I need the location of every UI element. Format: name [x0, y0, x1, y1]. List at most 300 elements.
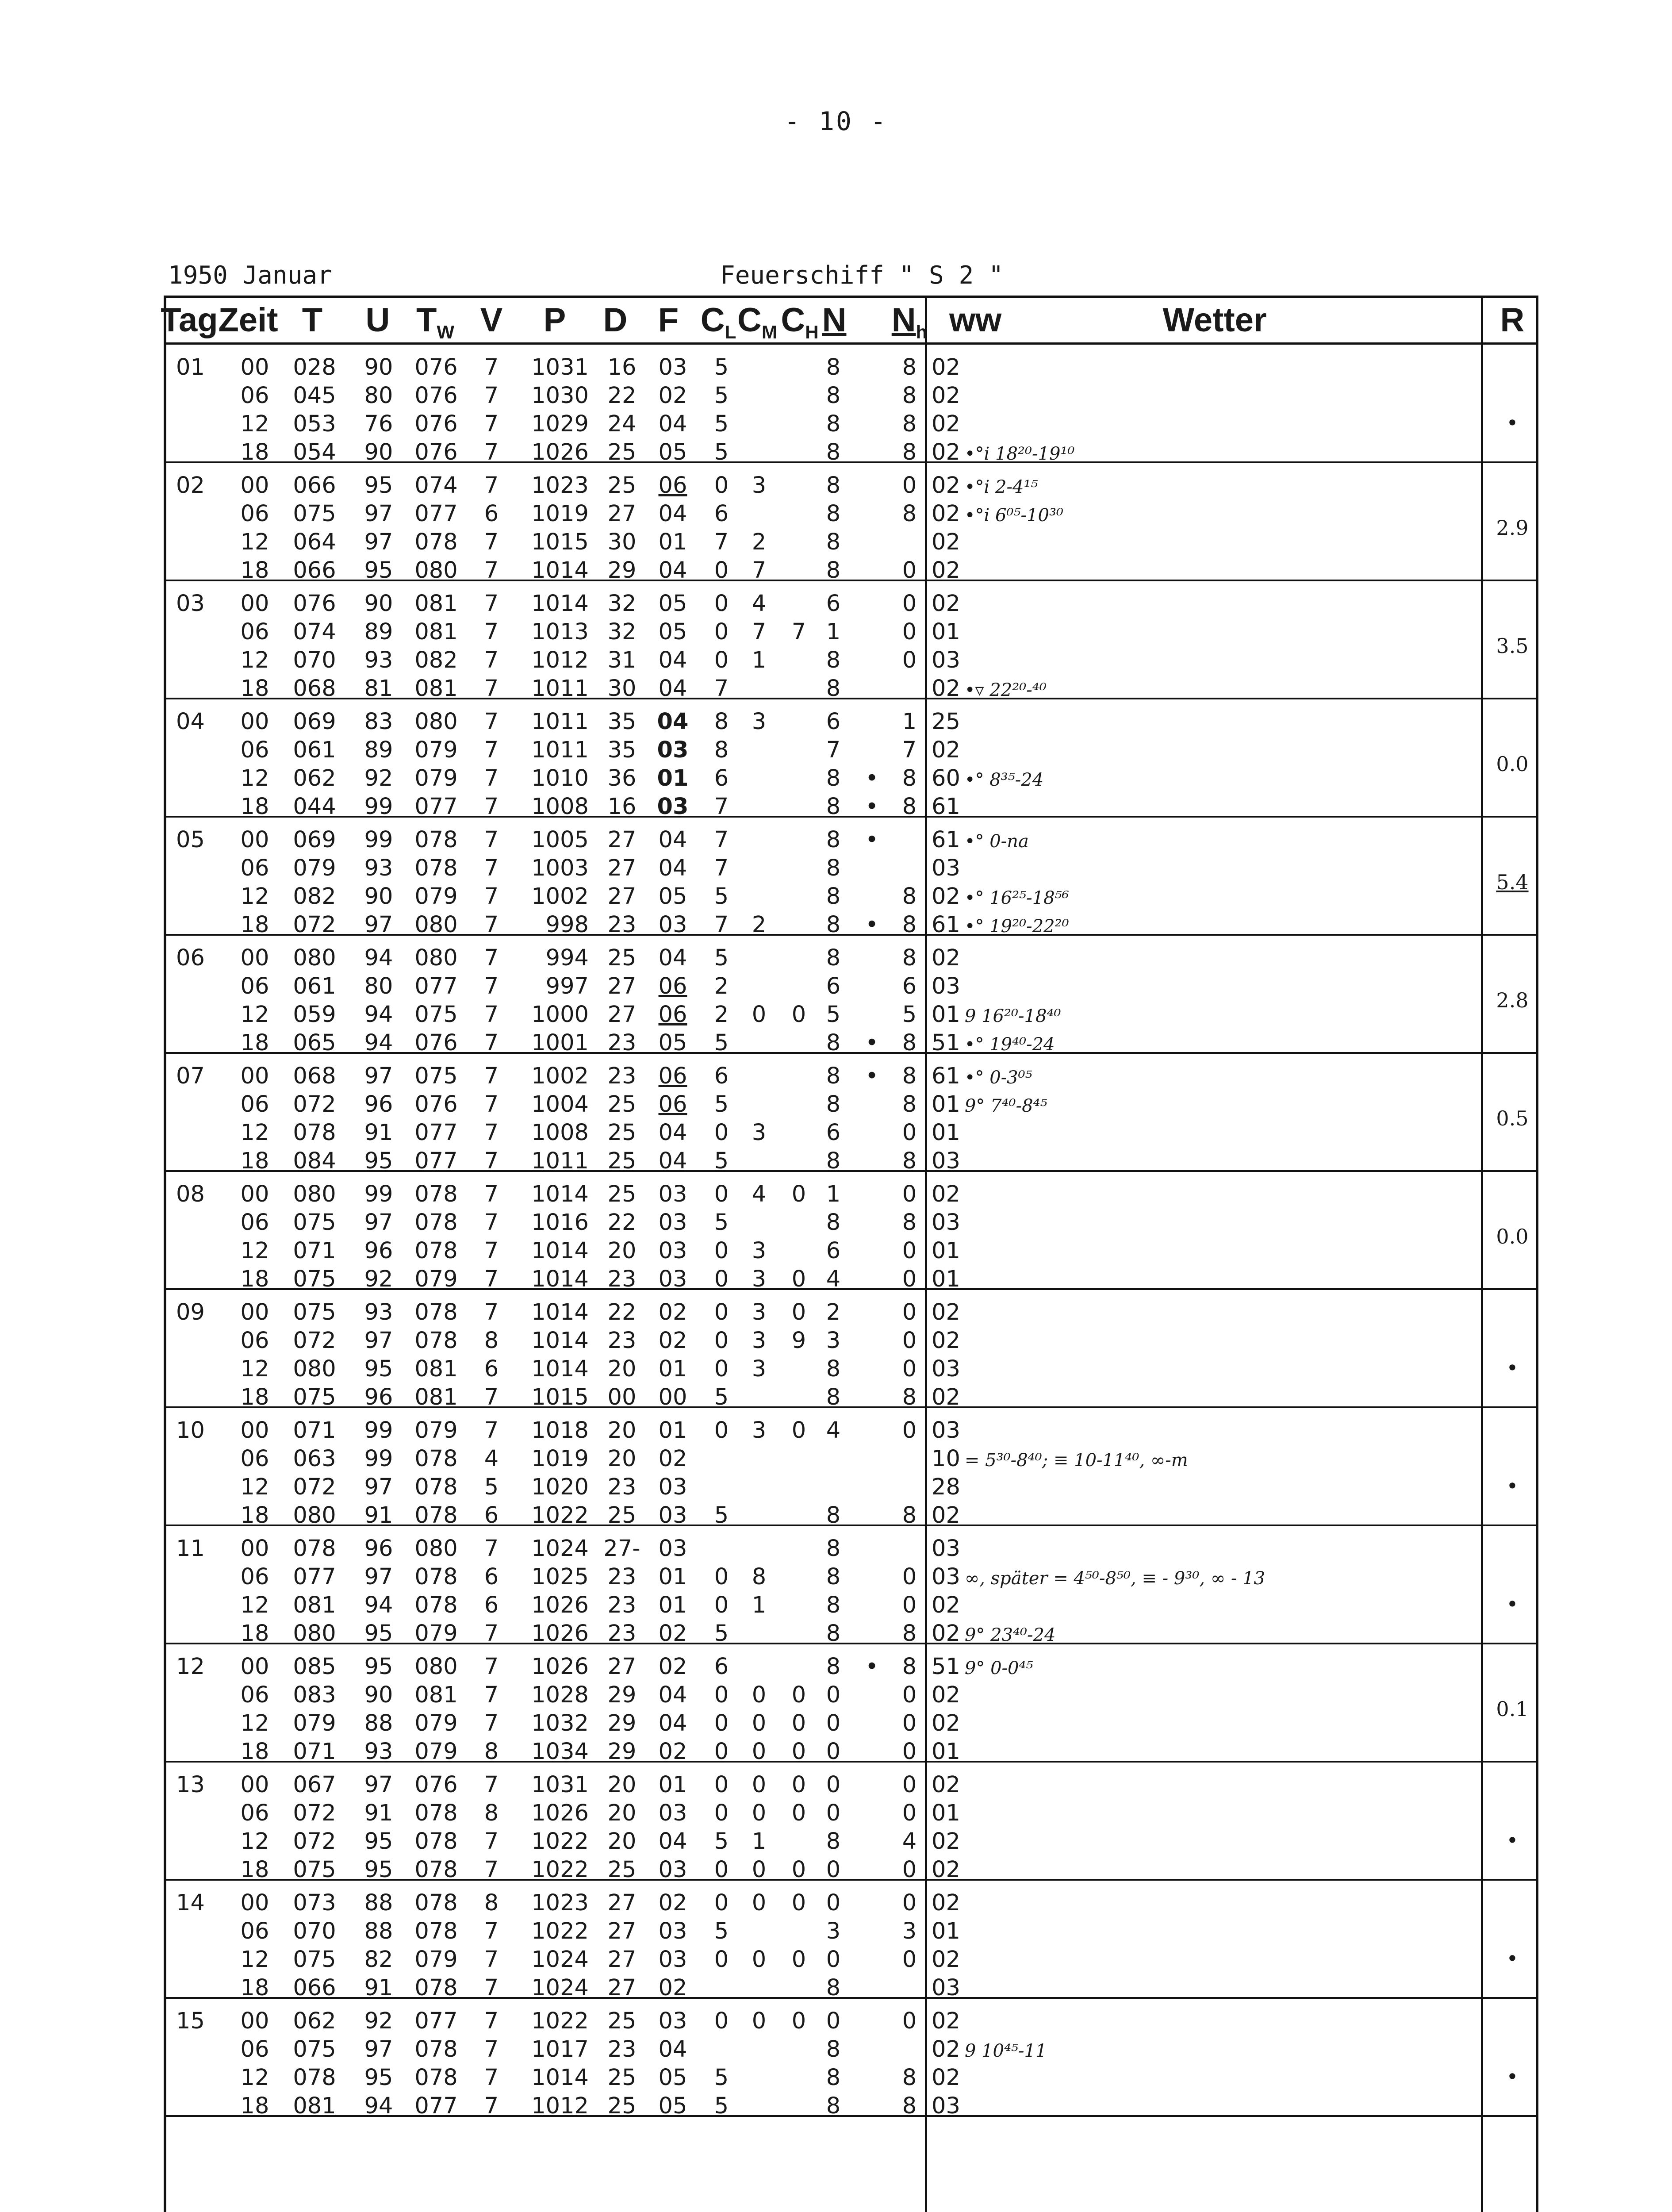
- wind-force: 05: [658, 883, 687, 910]
- air-temp: 078: [293, 1536, 336, 1562]
- humidity: 90: [364, 1682, 393, 1708]
- humidity: 97: [364, 1772, 393, 1798]
- obs-time: 18: [240, 1621, 269, 1647]
- pressure: 1025: [531, 1564, 589, 1590]
- wind-force: 01: [658, 1592, 687, 1618]
- low-cloud-cover: 0: [902, 472, 917, 499]
- air-temp: 083: [293, 1682, 336, 1708]
- rain-marker: •: [865, 794, 879, 820]
- weather-code-cell: [932, 854, 960, 883]
- wind-force: 03: [658, 2008, 687, 2034]
- air-temp: 075: [293, 1299, 336, 1325]
- weather-code: 01: [932, 1091, 960, 1118]
- precipitation-value: •: [1506, 1356, 1519, 1380]
- pressure: 1020: [531, 1474, 589, 1500]
- pressure: 1011: [531, 737, 589, 763]
- cloud-high: 0: [791, 1800, 806, 1826]
- pressure: 1026: [531, 1621, 589, 1647]
- weather-code-cell: [932, 1237, 960, 1265]
- obs-time: 18: [240, 2093, 269, 2119]
- weather-note: •°i 2-4¹⁵: [964, 477, 1038, 497]
- water-temp: 080: [414, 557, 458, 584]
- water-temp: 080: [414, 709, 458, 735]
- water-temp: 076: [414, 383, 458, 409]
- pressure: 1022: [531, 1502, 589, 1528]
- low-cloud-cover: 8: [902, 411, 917, 437]
- weather-code: 03: [932, 1417, 960, 1444]
- pressure: 1022: [531, 1828, 589, 1855]
- cloud-cover: 8: [826, 1654, 841, 1680]
- air-temp: 084: [293, 1148, 336, 1174]
- column-header-label: ww: [949, 301, 1002, 339]
- cloud-cover: 8: [826, 883, 841, 910]
- cloud-low: 5: [714, 2065, 729, 2091]
- weather-code-cell: [932, 1383, 960, 1412]
- weather-code: 02: [932, 383, 960, 409]
- pressure: 998: [545, 912, 589, 938]
- water-temp: 076: [414, 439, 458, 465]
- humidity: 95: [364, 1654, 393, 1680]
- cloud-low: 0: [714, 1947, 729, 1973]
- visibility: 7: [484, 647, 499, 673]
- obs-time: 12: [240, 647, 269, 673]
- pressure: 1012: [531, 647, 589, 673]
- wind-force: 04: [658, 676, 687, 702]
- visibility: 7: [484, 2036, 499, 2062]
- pressure: 1010: [531, 765, 589, 791]
- pressure: 1014: [531, 1181, 589, 1207]
- weather-note: ∞, später = 4⁵⁰-8⁵⁰, ≡ - 9³⁰, ∞ - 13: [964, 1568, 1266, 1589]
- pressure: 1024: [531, 1975, 589, 2001]
- water-temp: 078: [414, 827, 458, 853]
- wind-direction: 35: [607, 709, 637, 735]
- cloud-cover: 8: [826, 945, 841, 971]
- wind-force: 01: [658, 1772, 687, 1798]
- pressure: 1003: [531, 855, 589, 881]
- weather-code: 02: [932, 1621, 960, 1647]
- low-cloud-cover: 0: [902, 557, 917, 584]
- day-label: 05: [176, 827, 205, 853]
- cloud-mid: 7: [752, 557, 767, 584]
- wind-direction: 27: [607, 1890, 637, 1916]
- cloud-low: 2: [714, 1002, 729, 1028]
- cloud-cover: 8: [826, 1621, 841, 1647]
- weather-code: 02: [932, 1181, 960, 1207]
- wind-direction: 16: [607, 794, 637, 820]
- weather-code: 61: [932, 912, 960, 938]
- obs-time: 18: [240, 794, 269, 820]
- visibility: 7: [484, 472, 499, 499]
- pressure: 1024: [531, 1947, 589, 1973]
- visibility: 7: [484, 1148, 499, 1174]
- pressure: 1024: [531, 1536, 589, 1562]
- weather-code-cell: [932, 1771, 960, 1799]
- visibility: 7: [484, 1536, 499, 1562]
- cloud-low: 5: [714, 354, 729, 380]
- visibility: 7: [484, 1266, 499, 1292]
- column-header-label: C: [700, 301, 725, 339]
- weather-code: 03: [932, 1564, 960, 1590]
- wind-force: 04: [658, 1682, 687, 1708]
- cloud-low: 7: [714, 794, 729, 820]
- column-header-label: Tag: [161, 301, 218, 339]
- weather-code-cell: [932, 736, 960, 764]
- cloud-cover: 0: [826, 1739, 841, 1765]
- weather-code: 01: [932, 1120, 960, 1146]
- low-cloud-cover: 0: [902, 1682, 917, 1708]
- weather-code-cell: [932, 1620, 1055, 1648]
- column-header-n: [822, 298, 847, 342]
- weather-note: = 5³⁰-8⁴⁰; ≡ 10-11⁴⁰, ∞-m: [964, 1450, 1188, 1471]
- column-header-ch: [781, 298, 818, 342]
- cloud-mid: 0: [752, 1002, 767, 1028]
- pressure: 1032: [531, 1710, 589, 1736]
- cloud-low: 5: [714, 439, 729, 465]
- wind-force: 02: [658, 1446, 687, 1472]
- pressure: 1023: [531, 1890, 589, 1916]
- weather-note: •° 19⁴⁰-24: [964, 1034, 1055, 1055]
- air-temp: 071: [293, 1739, 336, 1765]
- column-header-label: Wetter: [1162, 301, 1267, 339]
- wind-direction: 27: [607, 1975, 637, 2001]
- visibility: 7: [484, 1417, 499, 1444]
- water-temp: 078: [414, 855, 458, 881]
- weather-code: 01: [932, 1800, 960, 1826]
- wind-direction: 25: [607, 2008, 637, 2034]
- obs-time: 18: [240, 1266, 269, 1292]
- wind-force: 01: [658, 1564, 687, 1590]
- column-header-p: [544, 298, 566, 342]
- cloud-cover: 8: [826, 2093, 841, 2119]
- pressure: 1011: [531, 709, 589, 735]
- cloud-mid: 3: [752, 1299, 767, 1325]
- precipitation-value: •: [1506, 2065, 1519, 2089]
- wind-force: 03: [658, 912, 687, 938]
- precipitation-value: 0.0: [1496, 1225, 1529, 1248]
- obs-time: 00: [240, 591, 269, 617]
- humidity: 93: [364, 647, 393, 673]
- visibility: 7: [484, 1030, 499, 1056]
- water-temp: 076: [414, 1091, 458, 1118]
- precipitation-value: •: [1506, 411, 1519, 435]
- humidity: 97: [364, 2036, 393, 2062]
- air-temp: 069: [293, 827, 336, 853]
- water-temp: 078: [414, 1564, 458, 1590]
- air-temp: 061: [293, 973, 336, 999]
- cloud-mid: 4: [752, 1181, 767, 1207]
- wind-direction: 25: [607, 2093, 637, 2119]
- cloud-high: 7: [791, 619, 806, 645]
- visibility: 7: [484, 1710, 499, 1736]
- cloud-cover: 5: [826, 1002, 841, 1028]
- humidity: 81: [364, 676, 393, 702]
- low-cloud-cover: 3: [902, 1918, 917, 1944]
- column-header-v: [480, 298, 503, 342]
- weather-code-cell: [932, 1738, 960, 1766]
- cloud-mid: 4: [752, 591, 767, 617]
- water-temp: 078: [414, 1592, 458, 1618]
- weather-code-cell: [932, 911, 1069, 939]
- cloud-low: 0: [714, 2008, 729, 2034]
- low-cloud-cover: 0: [902, 1592, 917, 1618]
- weather-code: 28: [932, 1474, 960, 1500]
- weather-code-cell: [932, 826, 1029, 854]
- weather-code-cell: [932, 1062, 1032, 1091]
- obs-time: 12: [240, 1828, 269, 1855]
- weather-code-cell: [932, 1974, 960, 2002]
- humidity: 96: [364, 1238, 393, 1264]
- weather-code: 01: [932, 1238, 960, 1264]
- water-temp: 078: [414, 1857, 458, 1883]
- pressure: 1022: [531, 1857, 589, 1883]
- low-cloud-cover: 0: [902, 1772, 917, 1798]
- visibility: 7: [484, 973, 499, 999]
- cloud-high: 0: [791, 1739, 806, 1765]
- weather-note: •°i 6⁰⁵-10³⁰: [964, 505, 1064, 526]
- low-cloud-cover: 0: [902, 647, 917, 673]
- cloud-cover: 8: [826, 2065, 841, 2091]
- air-temp: 080: [293, 1181, 336, 1207]
- pressure: 1026: [531, 1800, 589, 1826]
- air-temp: 078: [293, 1120, 336, 1146]
- cloud-cover: 0: [826, 1857, 841, 1883]
- water-temp: 081: [414, 1384, 458, 1410]
- weather-note: •▿ 22²⁰-⁴⁰: [964, 680, 1047, 700]
- air-temp: 075: [293, 501, 336, 527]
- day-label: 14: [176, 1890, 205, 1916]
- weather-code-cell: [932, 793, 960, 821]
- day-label: 01: [176, 354, 205, 380]
- cloud-high: 0: [791, 2008, 806, 2034]
- cloud-high: 0: [791, 1890, 806, 1916]
- cloud-high: 0: [791, 1682, 806, 1708]
- column-header-label: N: [891, 301, 916, 339]
- weather-code: 02: [932, 945, 960, 971]
- cloud-mid: 0: [752, 1947, 767, 1973]
- wind-direction: 23: [607, 1564, 637, 1590]
- humidity: 90: [364, 883, 393, 910]
- visibility: 7: [484, 1063, 499, 1089]
- low-cloud-cover: 0: [902, 1710, 917, 1736]
- cloud-high: 0: [791, 1266, 806, 1292]
- column-header-subscript: L: [725, 322, 736, 343]
- obs-time: 06: [240, 501, 269, 527]
- visibility: 7: [484, 1120, 499, 1146]
- weather-code-cell: [932, 1681, 960, 1709]
- cloud-low: 0: [714, 1890, 729, 1916]
- pressure: 1014: [531, 1356, 589, 1382]
- pressure: 1026: [531, 439, 589, 465]
- humidity: 97: [364, 1474, 393, 1500]
- column-header-subscript: W: [437, 322, 455, 343]
- pressure: 1026: [531, 1592, 589, 1618]
- weather-note: •° 0-na: [964, 831, 1029, 852]
- wind-force: 06: [658, 472, 687, 499]
- water-temp: 078: [414, 2036, 458, 2062]
- humidity: 99: [364, 1181, 393, 1207]
- air-temp: 072: [293, 1091, 336, 1118]
- wind-force: 03: [658, 1918, 687, 1944]
- humidity: 95: [364, 1356, 393, 1382]
- weather-code-cell: [932, 1417, 960, 1445]
- low-cloud-cover: 8: [902, 1030, 917, 1056]
- pressure: 1013: [531, 619, 589, 645]
- precipitation-value: •: [1506, 1947, 1519, 1970]
- visibility: 7: [484, 1975, 499, 2001]
- wind-direction: 22: [607, 1299, 637, 1325]
- cloud-cover: 0: [826, 1710, 841, 1736]
- wind-direction: 23: [607, 2036, 637, 2062]
- obs-time: 18: [240, 1975, 269, 2001]
- wind-force: 03: [658, 1238, 687, 1264]
- wind-direction: 25: [607, 1091, 637, 1118]
- rain-marker: •: [865, 1030, 879, 1056]
- weather-code-cell: [932, 675, 1047, 703]
- visibility: 4: [484, 1446, 499, 1472]
- obs-time: 12: [240, 529, 269, 555]
- cloud-high: 0: [791, 1710, 806, 1736]
- rain-marker: •: [865, 827, 879, 853]
- visibility: 6: [484, 1592, 499, 1618]
- air-temp: 072: [293, 1828, 336, 1855]
- cloud-high: 0: [791, 1181, 806, 1207]
- wind-direction: 27: [607, 855, 637, 881]
- cloud-low: 7: [714, 912, 729, 938]
- wind-direction: 23: [607, 1063, 637, 1089]
- wind-force: 04: [657, 709, 689, 735]
- visibility: 7: [484, 709, 499, 735]
- cloud-cover: 1: [826, 619, 841, 645]
- air-temp: 045: [293, 383, 336, 409]
- low-cloud-cover: 8: [902, 1091, 917, 1118]
- precipitation-value: •: [1506, 1592, 1519, 1616]
- humidity: 95: [364, 1621, 393, 1647]
- cloud-mid: 3: [752, 472, 767, 499]
- air-temp: 066: [293, 1975, 336, 2001]
- weather-code: 02: [932, 2008, 960, 2034]
- humidity: 97: [364, 1328, 393, 1354]
- weather-code-cell: [932, 883, 1069, 911]
- column-header-label: N: [822, 301, 847, 339]
- precipitation-value: •: [1506, 1474, 1519, 1498]
- cloud-high: 0: [791, 1772, 806, 1798]
- wind-direction: 27-: [603, 1536, 640, 1562]
- pressure: 1016: [531, 1210, 589, 1236]
- wind-force: 06: [658, 973, 687, 999]
- weather-code: 02: [932, 1828, 960, 1855]
- weather-code-cell: [932, 1502, 960, 1530]
- wind-direction: 30: [607, 676, 637, 702]
- humidity: 97: [364, 1063, 393, 1089]
- cloud-cover: 1: [826, 1181, 841, 1207]
- weather-code: 01: [932, 1739, 960, 1765]
- weather-code: 02: [932, 1299, 960, 1325]
- weather-code: 02: [932, 1682, 960, 1708]
- cloud-high: 0: [791, 1417, 806, 1444]
- low-cloud-cover: 8: [902, 1210, 917, 1236]
- obs-time: 06: [240, 1564, 269, 1590]
- air-temp: 085: [293, 1654, 336, 1680]
- wind-force: 04: [658, 647, 687, 673]
- page-number: - 10 -: [784, 106, 888, 136]
- low-cloud-cover: 6: [902, 973, 917, 999]
- cloud-low: 6: [714, 501, 729, 527]
- column-header-label: T: [416, 301, 437, 339]
- obs-time: 00: [240, 945, 269, 971]
- water-temp: 078: [414, 1800, 458, 1826]
- cloud-low: 6: [714, 1654, 729, 1680]
- cloud-low: 0: [714, 1120, 729, 1146]
- water-temp: 077: [414, 2093, 458, 2119]
- obs-time: 06: [240, 1091, 269, 1118]
- weather-code-cell: [932, 2007, 960, 2035]
- obs-time: 12: [240, 1592, 269, 1618]
- cloud-cover: 2: [826, 1299, 841, 1325]
- wind-direction: 31: [607, 647, 637, 673]
- pressure: 1002: [531, 1063, 589, 1089]
- wind-force: 04: [658, 411, 687, 437]
- visibility: 7: [484, 765, 499, 791]
- cloud-mid: 3: [752, 1238, 767, 1264]
- cloud-cover: 8: [826, 676, 841, 702]
- cloud-cover: 8: [826, 501, 841, 527]
- wind-direction: 00: [607, 1384, 637, 1410]
- cloud-cover: 8: [826, 529, 841, 555]
- wind-direction: 35: [607, 737, 637, 763]
- wind-force: 05: [658, 2065, 687, 2091]
- cloud-low: 5: [714, 1210, 729, 1236]
- pressure: 1014: [531, 591, 589, 617]
- wind-force: 04: [658, 501, 687, 527]
- cloud-high: 0: [791, 1299, 806, 1325]
- wind-direction: 36: [607, 765, 637, 791]
- weather-code: 02: [932, 1772, 960, 1798]
- visibility: 7: [484, 737, 499, 763]
- weather-code: 03: [932, 1148, 960, 1174]
- precipitation-value: •: [1506, 1828, 1519, 1852]
- air-temp: 067: [293, 1772, 336, 1798]
- weather-code-cell: [932, 764, 1043, 793]
- weather-code-cell: [932, 500, 1063, 528]
- low-cloud-cover: 8: [902, 1148, 917, 1174]
- cloud-mid: 0: [752, 1800, 767, 1826]
- weather-code: 51: [932, 1030, 960, 1056]
- weather-code: 02: [932, 529, 960, 555]
- low-cloud-cover: 0: [902, 1356, 917, 1382]
- header-ship: Feuerschiff " S 2 ": [720, 261, 1004, 290]
- weather-code: 02: [932, 883, 960, 910]
- pressure: 1028: [531, 1682, 589, 1708]
- humidity: 92: [364, 1266, 393, 1292]
- weather-code: 02: [932, 501, 960, 527]
- visibility: 7: [484, 557, 499, 584]
- humidity: 95: [364, 2065, 393, 2091]
- obs-time: 06: [240, 1210, 269, 1236]
- visibility: 7: [484, 1238, 499, 1264]
- humidity: 99: [364, 827, 393, 853]
- humidity: 95: [364, 472, 393, 499]
- weather-code-cell: [932, 1946, 960, 1974]
- wind-force: 03: [657, 794, 689, 820]
- humidity: 95: [364, 1828, 393, 1855]
- water-temp: 079: [414, 883, 458, 910]
- cloud-low: 2: [714, 973, 729, 999]
- air-temp: 068: [293, 676, 336, 702]
- wind-direction: 29: [607, 557, 637, 584]
- weather-note: •° 8³⁵-24: [964, 770, 1044, 790]
- cloud-cover: 6: [826, 973, 841, 999]
- wind-direction: 24: [607, 411, 637, 437]
